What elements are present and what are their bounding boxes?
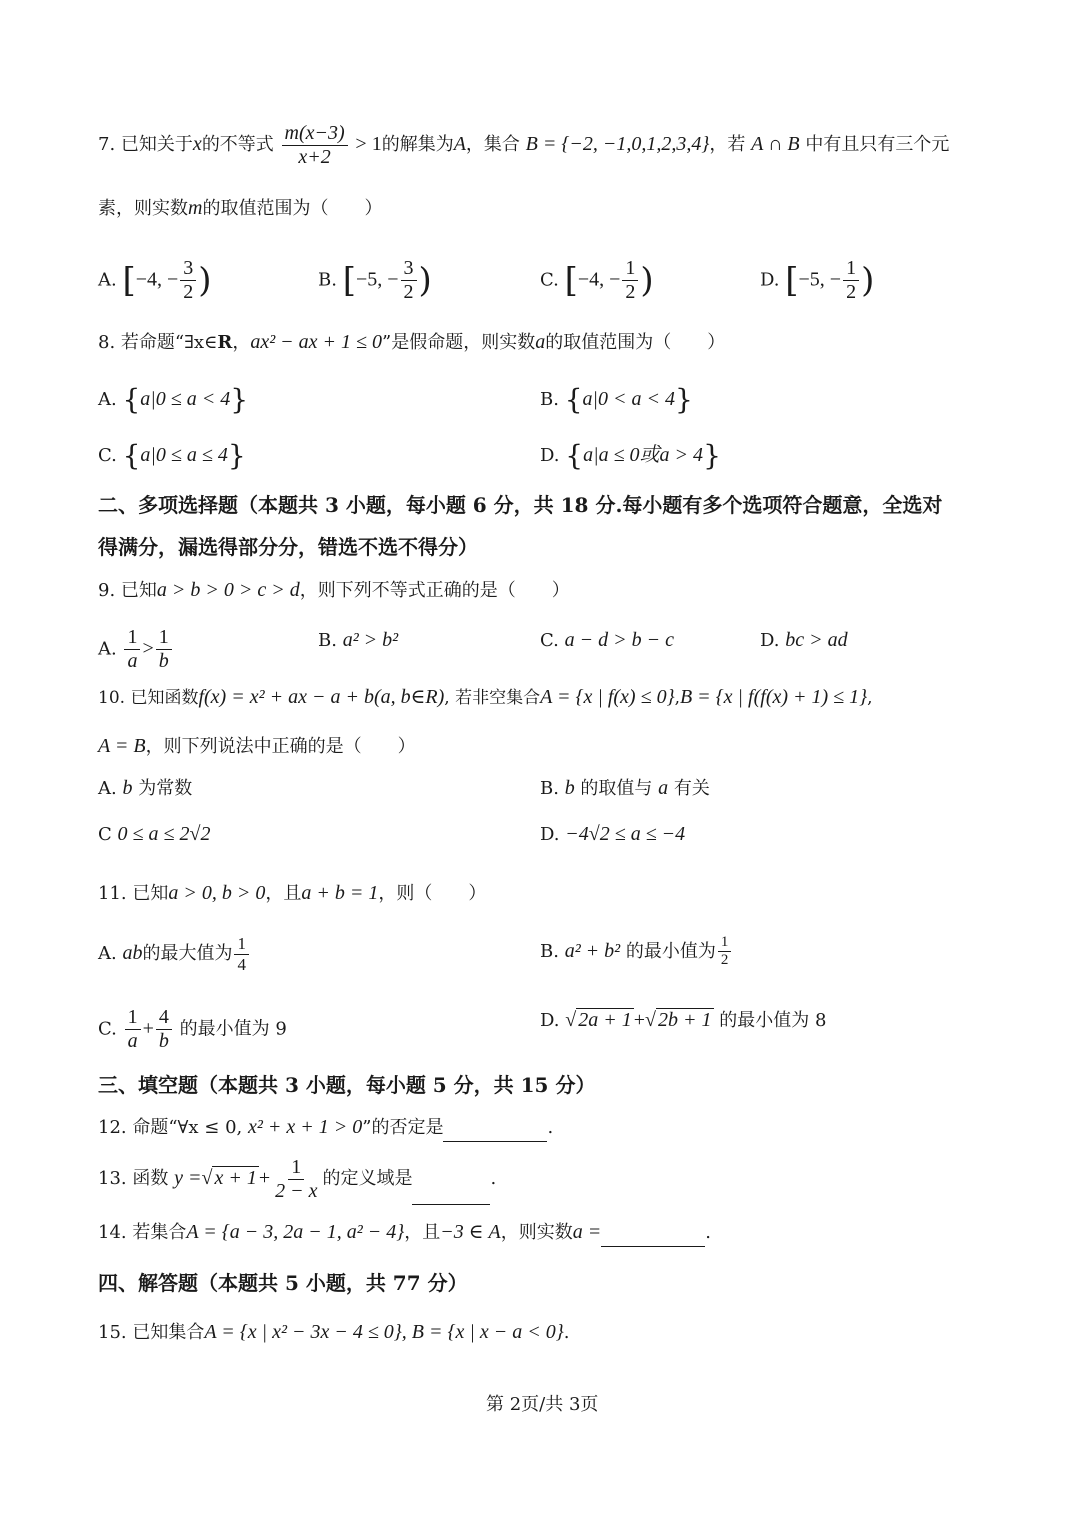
q7-fraction: $\frac{m(x-3)}{x+2}$ [282,122,348,169]
q10-option-c[interactable]: C 0 ≤ a ≤ 2√2 [98,823,211,845]
q11-option-c[interactable]: C. $\frac{1}{a}$ + $\frac{4}{b}$ 的最小值为 9 [98,1006,287,1052]
q9-option-b[interactable]: B. a² > b² [318,629,399,651]
q15-stem: 15. 已知集合A = {x | x² − 3x − 4 ≤ 0}, B = {x | x − a < 0}. [98,1321,570,1343]
q11-stem: 11. 已知a > 0, b > 0，且a + b = 1，则（ ） [98,882,487,904]
q9-stem: 9. 已知a > b > 0 > c > d，则下列不等式正确的是（ ） [98,579,570,601]
q8-option-d[interactable]: D. {a|a ≤ 0或a > 4} [540,439,721,472]
q8-option-b[interactable]: B. {a|0 < a < 4} [540,383,693,416]
section-2-heading-cont: 得满分，漏选得部分分，错选不选不得分） [98,535,478,559]
q7-option-c[interactable]: C. [−4, − $\frac{1}{2}$ ) [540,257,654,303]
q7-option-a[interactable]: A. [−4, − $\frac{3}{2}$ ) [98,257,212,303]
q7-option-b[interactable]: B. [−5, − $\frac{3}{2}$ ) [318,257,432,303]
q7-option-d[interactable]: D. [−5, − $\frac{1}{2}$ ) [760,257,875,303]
section-3-heading: 三、填空题（本题共 3 小题，每小题 5 分，共 15 分） [98,1073,596,1097]
q8-option-c[interactable]: C. {a|0 ≤ a ≤ 4} [98,439,246,472]
q10-option-a[interactable]: A. b 为常数 [98,777,193,799]
q13-answer-blank[interactable] [412,1182,490,1205]
q7-line1: 7. 已知关于x的不等式 $\frac{m(x-3)}{x+2}$ > 1的解集为A，集合 B = {−2, −1,0,1,2,3,4}，若 A ∩ B 中有且只有三个元 [98,121,950,168]
q10-option-b[interactable]: B. b 的取值与 a 有关 [540,777,710,799]
q9-option-c[interactable]: C. a − d > b − c [540,629,674,651]
q8-stem: 8. 若命题“∃x∈R，ax² − ax + 1 ≤ 0”是假命题，则实数a的取值范围为（ ） [98,331,726,353]
q14-answer-blank[interactable] [601,1224,705,1247]
q9-option-d[interactable]: D. bc > ad [760,629,848,651]
section-4-heading: 四、解答题（本题共 5 小题，共 77 分） [98,1271,468,1295]
q8-option-a[interactable]: A. {a|0 ≤ a < 4} [98,383,249,416]
q7-set-b: B = {−2, −1,0,1,2,3,4} [525,133,710,155]
q10-stem-cont: A = B，则下列说法中正确的是（ ） [98,735,416,757]
section-2-heading: 二、多项选择题（本题共 3 小题，每小题 6 分，共 18 分.每小题有多个选项符合题意，全选对 [98,493,943,517]
q11-option-d[interactable]: D. √ 2a + 1 +√ 2b + 1 的最小值为 8 [540,1009,827,1031]
q11-option-b[interactable]: B. a² + b² 的最小值为 $\frac{1}{2}$ [540,934,733,970]
q12-answer-blank[interactable] [443,1119,547,1142]
page-footer: 第 2页/共 3页 [486,1394,599,1415]
q10-stem: 10. 已知函数f(x) = x² + ax − a + b(a, b∈R), 若非空集合A = {x | f(x) ≤ 0},B = {x | f(f(x) + 1) ≤ 1}, [98,686,873,708]
q9-option-a[interactable]: A. $\frac{1}{a}$ > $\frac{1}{b}$ [98,626,174,673]
q13-stem: 13. 函数 y =√ x + 1 + $\frac{1}{2 - x}$ 的定义域是 . [98,1152,496,1205]
q12-stem: 12. 命题“∀x ≤ 0, x² + x + 1 > 0”的否定是 . [98,1113,553,1142]
q7-line2: 素，则实数m的取值范围为（ ） [98,197,383,219]
q10-option-d[interactable]: D. −4√2 ≤ a ≤ −4 [540,823,686,845]
q7-number: 7. [98,134,116,155]
q14-stem: 14. 若集合A = {a − 3, 2a − 1, a² − 4}，且−3 ∈ A，则实数a = . [98,1218,711,1247]
q11-option-a[interactable]: A. ab的最大值为 $\frac{1}{4}$ [98,934,251,974]
